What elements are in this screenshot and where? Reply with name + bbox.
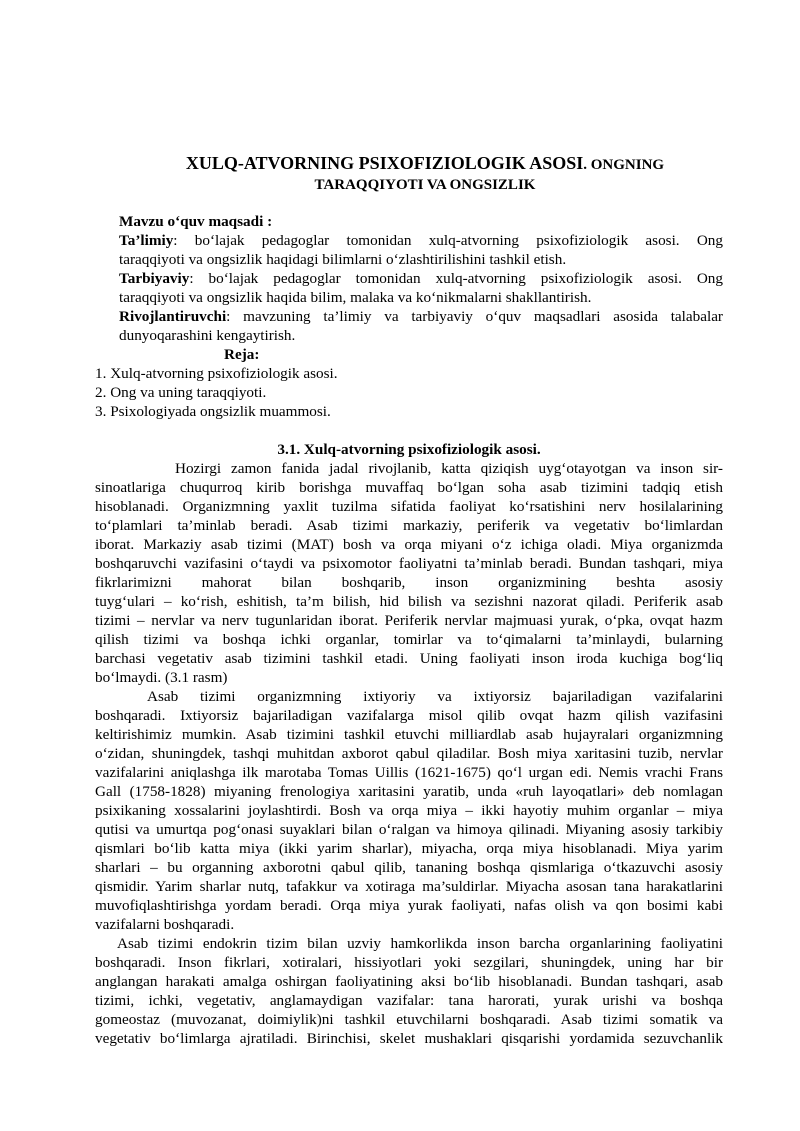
- body-line: boshqaradi. Inson fikrlari, xotiralari, hissiyotlari yoki sezgilari, shuningdek, uning har bir: [95, 954, 723, 971]
- body-line: fikrlarimizni mahorat bilan boshqarib, inson organizmining beshta asosiy: [95, 574, 723, 591]
- document-title-line2: TARAQQIYOTI VA ONGSIZLIK: [314, 177, 536, 193]
- body-line: qismidir. Yarim sharlar nutq, tafakkur va xotiraga ma’suldirlar. Miyacha asosan tana harakatlarini: [95, 878, 723, 895]
- goal-tarbiyaviy-text-1: : bo‘lajak pedagoglar tomonidan xulq-atvorning psixofiziologik asosi. Ong: [189, 270, 723, 287]
- body-line: Asab tizimi organizmning ixtiyoriy va ixtiyorsiz bajariladigan vazifalarini: [147, 688, 723, 705]
- goal-rivoj-label: Rivojlantiruvchi: [119, 308, 227, 325]
- body-line: keltirishimiz mumkin. Asab tizimini tashkil etuvchi milliardlab asab hujayralari organizmning: [95, 726, 723, 743]
- section-heading: 3.1. Xulq-atvorning psixofiziologik asosi.: [277, 441, 541, 458]
- goal-rivoj-text-1: : mavzuning ta’limiy va tarbiyaviy o‘quv maqsadlari asosida talabalar: [226, 308, 723, 325]
- body-line: muvofiqlashtirishga yordam beradi. Orqa miya yurak faoliyati, nafas olish va qon bosimi kabi: [95, 897, 723, 914]
- body-line: barchasi vegetativ asab tizimini tashkil etadi. Uning faoliyati inson iroda kuchiga bog‘liq: [95, 650, 723, 667]
- body-line: Gall (1758-1828) miyaning frenologiya xaritasini yaratib, unda «ruh layoqatlari» deb nomlagan: [95, 783, 723, 800]
- body-line: o‘zidan, shuningdek, tashqi muhitdan axborot qabul qiladilar. Bosh miya xaritasini tuzib, nervlar: [95, 745, 723, 762]
- body-line: hisoblanadi. Organizmning yaxlit tuzilma sifatida faoliyat ko‘rsatishini nerv hosilalarining: [95, 498, 723, 515]
- body-line: sinoatlariga chuqurroq kirib borishga muvaffaq bo‘lgan soha asab tizimini tadqiq etish: [95, 479, 723, 496]
- body-line: vazifalarni boshqaradi.: [95, 916, 235, 933]
- goal-talimiy-label: Ta’limiy: [119, 232, 174, 249]
- goal-rivoj-line-1: [119, 307, 723, 326]
- goal-talimiy-line-2: taraqqiyoti va ongsizlik haqidagi bilimlarni o‘zlashtirilishini tashkil etish.: [119, 251, 567, 268]
- goal-rivoj-line-2: dunyoqarashini kengaytirish.: [119, 327, 296, 344]
- goal-tarbiyaviy-line-2: taraqqiyoti va ongsizlik haqida bilim, malaka va ko‘nikmalarni shakllantirish.: [119, 289, 592, 306]
- body-line: psixikaning xossalarini joylashtirdi. Bosh va orqa miya – ikki hayotiy muhim organlar – miya: [95, 802, 723, 819]
- body-line: boshqaruvchi vazifasini o‘taydi va psixomotor faoliyatni ta’minlab beradi. Bundan tashqari, miya: [95, 555, 723, 572]
- document-title: [95, 153, 755, 174]
- body-line: to‘plamlari ta’minlab beradi. Asab tizimi markaziy, periferik va vegetativ bo‘limlardan: [95, 517, 723, 534]
- goal-tarbiyaviy-label: Tarbiyaviy: [119, 270, 190, 287]
- goal-talimiy-text-1: : bo‘lajak pedagoglar tomonidan xulq-atvorning psixofiziologik asosi. Ong: [173, 232, 723, 249]
- body-line: iborat. Markaziy asab tizimi (MAT) bosh va orqa miyani o‘z ichiga oladi. Miya organizmda: [95, 536, 723, 553]
- body-line: Hozirgi zamon fanida jadal rivojlanib, katta qiziqish uyg‘otayotgan va inson sir-: [175, 460, 723, 477]
- plan-item-3: 3. Psixologiyada ongsizlik muammosi.: [95, 403, 331, 420]
- plan-heading: Reja:: [224, 346, 260, 363]
- plan-item-2: 2. Ong va uning taraqqiyoti.: [95, 384, 267, 401]
- body-line: Asab tizimi endokrin tizim bilan uzviy hamkorlikda inson barcha organlarining faoliyatini: [117, 935, 723, 952]
- body-line: qutisi va umurtqa pog‘onasi suyaklari bilan o‘ralgan va himoya qilinadi. Miyaning asosiy tarkibiy: [95, 821, 723, 838]
- goal-talimiy-line-1: [119, 231, 723, 250]
- body-line: qismlari bo‘lib katta miya (ikki yarim sharlar), miyacha, orqa miya hisoblanadi. Miya yarim: [95, 840, 723, 857]
- goals-heading: Mavzu o‘quv maqsadi :: [119, 213, 273, 230]
- body-line: gomeostaz (muvozanat, doimiylik)ni tashkil etuvchilarni boshqaradi. Asab tizimi somatik va: [95, 1011, 723, 1028]
- body-line: boshqaradi. Ixtiyorsiz bajariladigan vazifalarga misol qilib ovqat hazm qilish vazifasini: [95, 707, 723, 724]
- body-line: qilish tizimi va boshqa ichki organlar, tomirlar va to‘qimalarni ta’minlaydi, bularning: [95, 631, 723, 648]
- title-tail: . ONGNING: [583, 157, 665, 173]
- plan-item-1: 1. Xulq-atvorning psixofiziologik asosi.: [95, 365, 338, 382]
- body-line: anglangan harakati amalga oshirgan faoliyatining aksi bo‘lib hisoblanadi. Bundan tashqari, asab: [95, 973, 723, 990]
- body-line: bo‘lmaydi. (3.1 rasm): [95, 669, 228, 686]
- body-line: sharlari – bu organning axborotni qabul qilib, tananing boshqa qismlariga o‘tkazuvchi asosiy: [95, 859, 723, 876]
- body-line: tuyg‘ulari – ko‘rish, eshitish, ta’m bilish, hid bilish va sezishni nazorat qiladi. Periferik asab: [95, 593, 723, 610]
- goal-tarbiyaviy-line-1: [119, 269, 723, 288]
- title-main: XULQ-ATVORNING PSIXOFIZIOLOGIK ASOSI: [185, 153, 584, 173]
- body-line: vazifalarini aniqlashga ilk marotaba Tomas Uillis (1621-1675) qo‘l urgan edi. Nemis vrachi Frans: [95, 764, 723, 781]
- body-line: vegetativ bo‘limlarga ajratiladi. Birinchisi, skelet mushaklari qisqarishi yordamida sezuvchanlik: [95, 1030, 723, 1047]
- body-line: tizimi, ichki, vegetativ, anglamaydigan vazifalar: tana harorati, yurak urishi va boshqa: [95, 992, 723, 1009]
- body-line: tizimi – nervlar va nerv tugunlaridan iborat. Periferik nervlar majmuasi yurak, o‘pka, ovqat hazm: [95, 612, 723, 629]
